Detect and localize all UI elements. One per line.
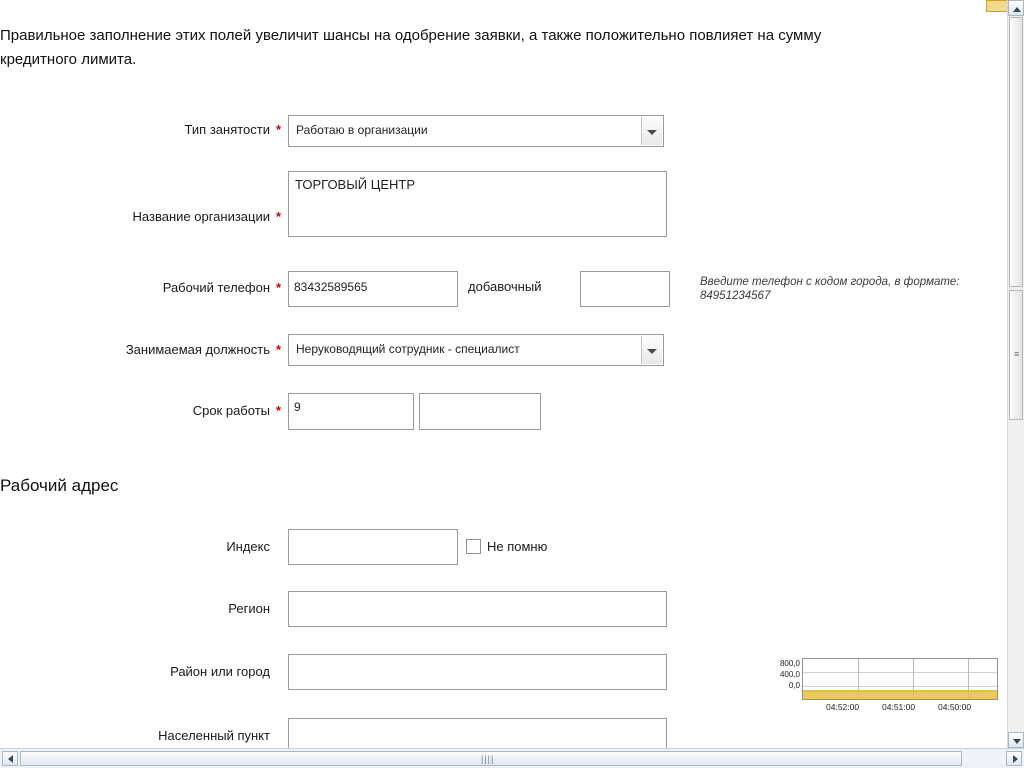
district-city-input[interactable] (288, 654, 667, 690)
work-phone-input[interactable]: 83432589565 (288, 271, 458, 307)
vertical-scrollbar[interactable] (1007, 0, 1024, 748)
organization-name-required: * (276, 209, 282, 224)
intro-line-2: кредитного лимита. (0, 51, 137, 68)
position-select[interactable] (288, 334, 664, 366)
page-tab-indicator (986, 0, 1008, 12)
chevron-down-icon[interactable] (641, 336, 662, 364)
scroll-up-button[interactable] (1008, 0, 1024, 16)
region-input[interactable] (288, 591, 667, 627)
work-address-title: Рабочий адрес (0, 476, 119, 495)
work-period-required: * (276, 403, 282, 418)
browser-top-strip (0, 0, 1008, 15)
netgraph-x-axis (802, 702, 1002, 714)
network-traffic-graph (770, 658, 1000, 718)
region-label: Регион (228, 601, 270, 616)
netgraph-x-tick-2: 04:50:00 (938, 702, 972, 712)
netgraph-x-tick-1: 04:51:00 (882, 702, 916, 712)
work-phone-hint-line-2: 84951234567 (700, 290, 771, 302)
intro-text (0, 24, 1006, 72)
work-phone-hint (700, 275, 1000, 303)
scroll-right-button[interactable] (1006, 751, 1022, 766)
chevron-down-icon[interactable] (641, 117, 662, 145)
position-label: Занимаемая должность (125, 342, 270, 357)
work-phone-required: * (276, 280, 282, 295)
index-input[interactable] (288, 529, 458, 565)
netgraph-y-tick-0: 800,0 (779, 659, 800, 668)
netgraph-series-area (803, 690, 997, 699)
scroll-down-button[interactable] (1008, 732, 1024, 748)
intro-line-1: Правильное заполнение этих полей увеличит шансы на одобрение заявки, а также положительно повлияет на сумму (0, 27, 822, 44)
horizontal-scrollbar[interactable] (0, 748, 1024, 768)
netgraph-y-tick-1: 400,0 (779, 670, 800, 679)
work-period-label: Срок работы (192, 403, 270, 418)
index-unknown-checkbox[interactable] (466, 539, 481, 554)
settlement-label: Населенный пункт (158, 728, 270, 743)
position-required: * (276, 342, 282, 357)
index-label: Индекс (226, 539, 270, 554)
work-phone-ext-input[interactable] (580, 271, 670, 307)
vertical-scroll-thumb[interactable]: ≡ (1009, 290, 1023, 420)
netgraph-x-tick-0: 04:52:00 (826, 702, 860, 712)
scroll-thumb-grip: |||| (481, 754, 495, 764)
organization-name-label: Название организации (132, 209, 270, 224)
employment-type-value: Работаю в организации (296, 123, 428, 137)
netgraph-y-axis (770, 658, 800, 691)
work-phone-ext-label: добавочный (468, 279, 542, 294)
vertical-scroll-thumb-upper[interactable] (1009, 17, 1023, 287)
work-phone-hint-line-1: Ввeдите телефон с кодом города, в формате: (700, 276, 960, 288)
work-phone-label: Рабочий телефон (162, 280, 270, 295)
horizontal-scroll-thumb[interactable] (20, 751, 962, 766)
employment-type-label: Тип занятости (184, 122, 270, 137)
netgraph-plot (802, 658, 998, 700)
settlement-input[interactable] (288, 718, 667, 748)
index-unknown-label: Не помню (487, 539, 548, 554)
work-period-months-input[interactable] (419, 393, 541, 430)
organization-name-textarea[interactable]: ТОРГОВЫЙ ЦЕНТР (288, 171, 667, 237)
work-period-years-input[interactable]: 9 (288, 393, 414, 430)
form-page (0, 14, 1008, 748)
district-city-label: Район или город (170, 664, 270, 679)
netgraph-y-tick-2: 0,0 (788, 681, 800, 690)
employment-type-select[interactable] (288, 115, 664, 147)
scroll-left-button[interactable] (2, 751, 18, 766)
position-value: Неруководящий сотрудник - специалист (296, 342, 520, 356)
employment-type-required: * (276, 122, 282, 137)
